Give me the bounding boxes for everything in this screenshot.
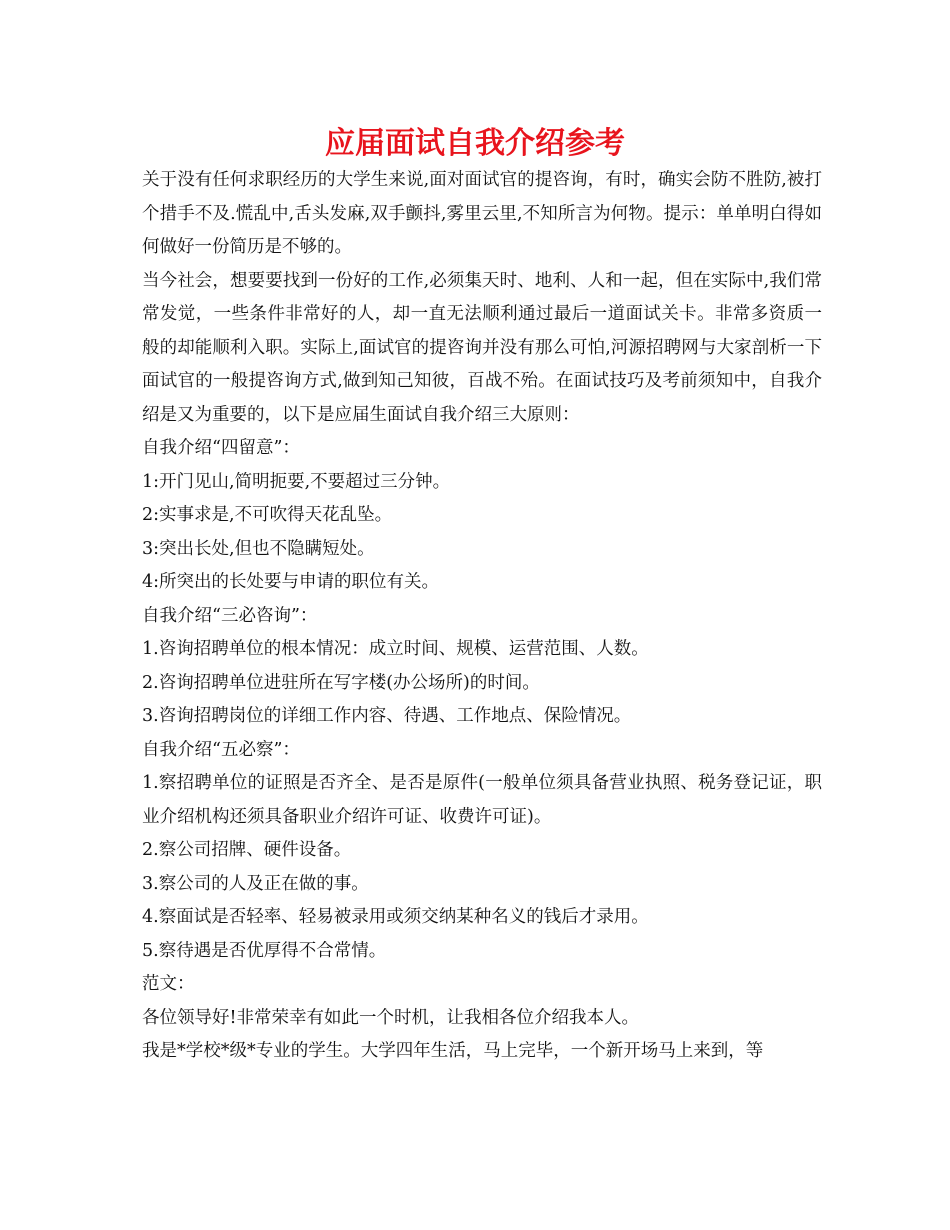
section-heading-four-attentions: 自我介绍“四留意”： bbox=[142, 438, 300, 458]
section-heading-sample: 范文： bbox=[142, 974, 195, 994]
section-heading-five-checks: 自我介绍“五必察”： bbox=[142, 739, 300, 760]
list-item: 3.咨询招聘岗位的详细工作内容、待遇、工作地点、保险情况。 bbox=[142, 706, 632, 726]
list-item: 2:实事求是,不可吹得天花乱坠。 bbox=[142, 505, 393, 525]
paragraph-intro-2: 当今社会，想要要找到一份好的工作,必须集天时、地利、人和一起，但在实际中,我们常常发觉，一些条件非常好的人，却一直无法顺利通过最后一道面试关卡。非常多资质一般的却能顺利入职。实际上,面试官的提咨询并没有那么可怕,河源招聘网与大家剖析一下面试官的一般提咨询方式,做到知己知彼，百战不殆。在面试技巧及考前须知中，自我介绍是又为重要的，以下是应届生面试自我介绍三大原则： bbox=[142, 270, 822, 425]
list-item: 2.咨询招聘单位进驻所在写字楼(办公场所)的时间。 bbox=[142, 672, 540, 693]
section-heading-three-questions: 自我介绍“三必咨询”： bbox=[142, 605, 318, 626]
paragraph-intro-1: 关于没有任何求职经历的大学生来说,面对面试官的提咨询，有时，确实会防不胜防,被打个措手不及.慌乱中,舌头发麻,双手颤抖,雾里云里,不知所言为何物。提示：单单明白得如何做好一份简历是不够的。 bbox=[142, 170, 822, 257]
paragraph-sample-1: 各位领导好!非常荣幸有如此一个时机，让我相各位介绍我本人。 bbox=[142, 1007, 640, 1028]
list-item: 1.咨询招聘单位的根本情况：成立时间、规模、运营范围、人数。 bbox=[142, 639, 649, 659]
list-item: 3.察公司的人及正在做的事。 bbox=[142, 873, 369, 894]
list-item: 2.察公司招牌、硬件设备。 bbox=[142, 840, 352, 860]
list-item: 4.察面试是否轻率、轻易被录用或须交纳某种名义的钱后才录用。 bbox=[142, 907, 649, 927]
list-item: 1:开门见山,简明扼要,不要超过三分钟。 bbox=[142, 471, 451, 492]
list-item: 5.察待遇是否优厚得不合常情。 bbox=[142, 940, 387, 961]
document-title: 应届面试自我介绍参考 bbox=[325, 126, 625, 161]
list-item: 3:突出长处,但也不隐瞒短处。 bbox=[142, 538, 375, 559]
list-item: 1.察招聘单位的证照是否齐全、是否是原件(一般单位须具备营业执照、税务登记证，职业介绍机构还须具备职业介绍许可证、收费许可证)。 bbox=[142, 773, 822, 827]
list-item: 4:所突出的长处要与申请的职位有关。 bbox=[142, 572, 440, 592]
paragraph-sample-2: 我是*学校*级*专业的学生。大学四年生活，马上完毕，一个新开场马上来到，等 bbox=[142, 1041, 764, 1061]
document-body bbox=[142, 164, 822, 1069]
